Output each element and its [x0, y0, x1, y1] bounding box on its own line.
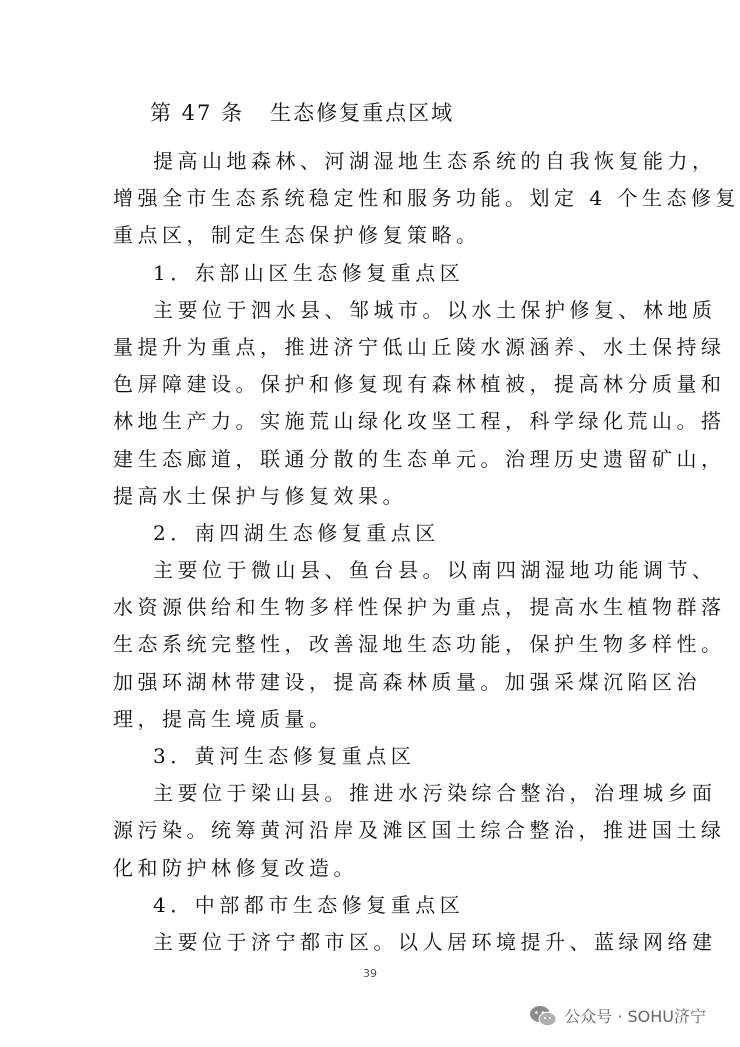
text-line: 增强全市生态系统稳定性和服务功能。划定 4 个生态修复 [113, 186, 740, 211]
text-line: 2．南四湖生态修复重点区 [153, 520, 440, 545]
text-line: 水资源供给和生物多样性保护为重点，提高水生植物群落 [113, 595, 726, 620]
text-line: 提高水土保护与修复效果。 [113, 483, 407, 508]
text-line: 化和防护林修复改造。 [113, 855, 358, 880]
text-line: 4．中部都市生态修复重点区 [153, 892, 465, 917]
text-line: 主要位于济宁都市区。以人居环境提升、蓝绿网络建 [153, 929, 717, 954]
article-heading [150, 98, 454, 128]
text-line: 生态系统完整性，改善湿地生态功能，保护生物多样性。 [113, 632, 726, 657]
text-line: 提高山地森林、河湖湿地生态系统的自我恢复能力， [153, 149, 717, 173]
text-line: 加强环湖林带建设，提高森林质量。加强采煤沉陷区治 [113, 669, 701, 694]
article-body [113, 143, 740, 961]
text-line: 主要位于泗水县、邹城市。以水土保护修复、林地质 [153, 297, 717, 322]
text-line: 理，提高生境质量。 [113, 706, 334, 731]
text-line: 林地生产力。实施荒山绿化攻坚工程，科学绿化荒山。搭 [113, 409, 726, 434]
article-title: 生态修复重点区域 [270, 101, 455, 125]
article-number: 第 47 条 [150, 101, 245, 125]
text-line: 主要位于微山县、鱼台县。以南四湖湿地功能调节、 [153, 558, 717, 583]
wechat-icon [529, 1005, 557, 1027]
watermark-text: 公众号 · SOHU济宁 [564, 1007, 706, 1026]
wechat-watermark [529, 1004, 706, 1027]
text-line: 3．黄河生态修复重点区 [153, 744, 416, 768]
text-line: 1．东部山区生态修复重点区 [153, 260, 465, 285]
text-line: 源污染。统筹黄河沿岸及滩区国土综合整治，推进国土绿 [113, 818, 726, 843]
text-line: 色屏障建设。保护和修复现有森林植被，提高林分质量和 [113, 372, 726, 397]
text-line: 主要位于梁山县。推进水污染综合整治，治理城乡面 [153, 781, 717, 806]
page-number: 39 [363, 967, 377, 980]
text-line: 建生态廊道，联通分散的生态单元。治理历史遗留矿山， [113, 446, 726, 471]
text-line: 重点区，制定生态保护修复策略。 [113, 223, 481, 248]
text-line: 量提升为重点，推进济宁低山丘陵水源涵养、水土保持绿 [113, 334, 726, 359]
